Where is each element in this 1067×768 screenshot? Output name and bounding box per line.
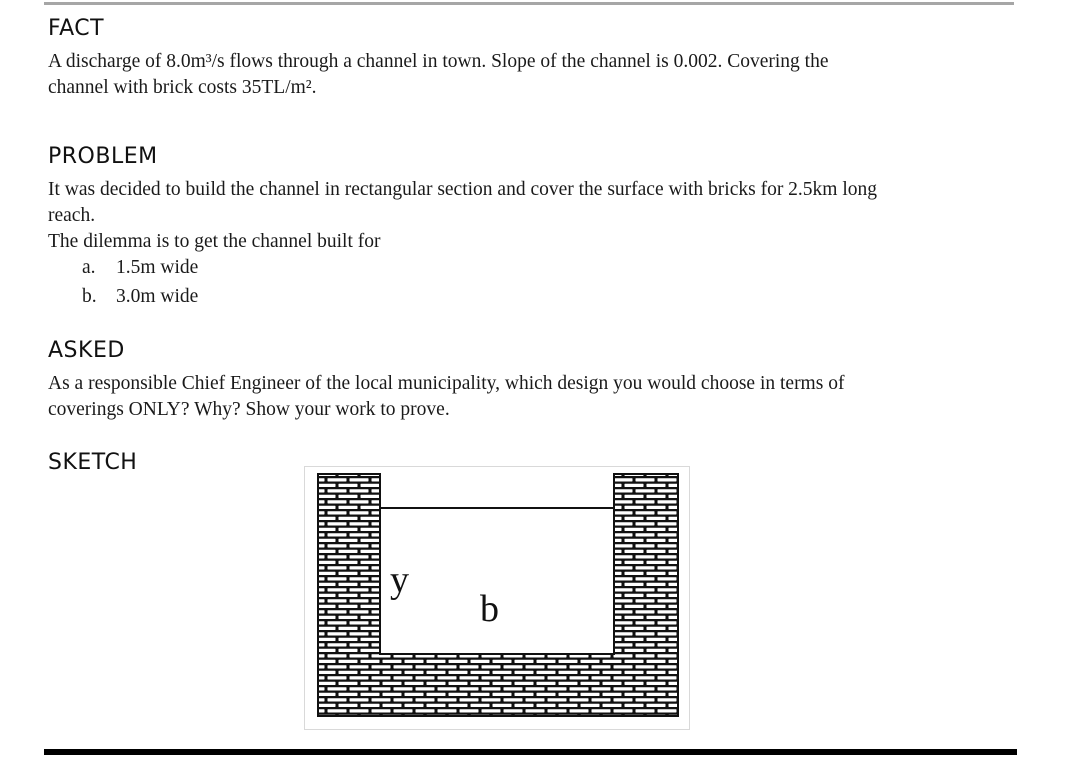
- top-rule: [44, 2, 1014, 5]
- channel-cross-section-diagram: [304, 466, 690, 730]
- bottom-rule: [44, 749, 1017, 755]
- depth-label-y: y: [390, 559, 409, 601]
- fact-heading: FACT: [48, 16, 105, 41]
- option-b-marker: b.: [82, 286, 97, 307]
- problem-heading: PROBLEM: [48, 144, 158, 169]
- problem-text-line-1: It was decided to build the channel in rectangular section and cover the surface with bricks for 2.5km long: [48, 179, 878, 200]
- option-b-text: 3.0m wide: [116, 286, 199, 307]
- channel-sketch: [304, 466, 690, 730]
- fact-text-line-2: channel with brick costs 35TL/m².: [48, 77, 317, 98]
- asked-text-line-2: coverings ONLY? Why? Show your work to prove.: [48, 399, 450, 420]
- problem-text-line-3: The dilemma is to get the channel built for: [48, 231, 381, 252]
- fact-text-line-1: A discharge of 8.0m³/s flows through a channel in town. Slope of the channel is 0.002. Covering the: [48, 51, 829, 72]
- asked-text-line-1: As a responsible Chief Engineer of the local municipality, which design you would choose in terms of: [48, 373, 845, 394]
- sketch-heading: SKETCH: [48, 450, 138, 475]
- problem-text-line-2: reach.: [48, 205, 96, 226]
- option-b: [82, 284, 198, 310]
- option-a: [82, 255, 198, 281]
- width-label-b: b: [480, 588, 499, 630]
- option-a-text: 1.5m wide: [116, 257, 199, 278]
- asked-heading: ASKED: [48, 338, 125, 363]
- option-a-marker: a.: [82, 257, 96, 278]
